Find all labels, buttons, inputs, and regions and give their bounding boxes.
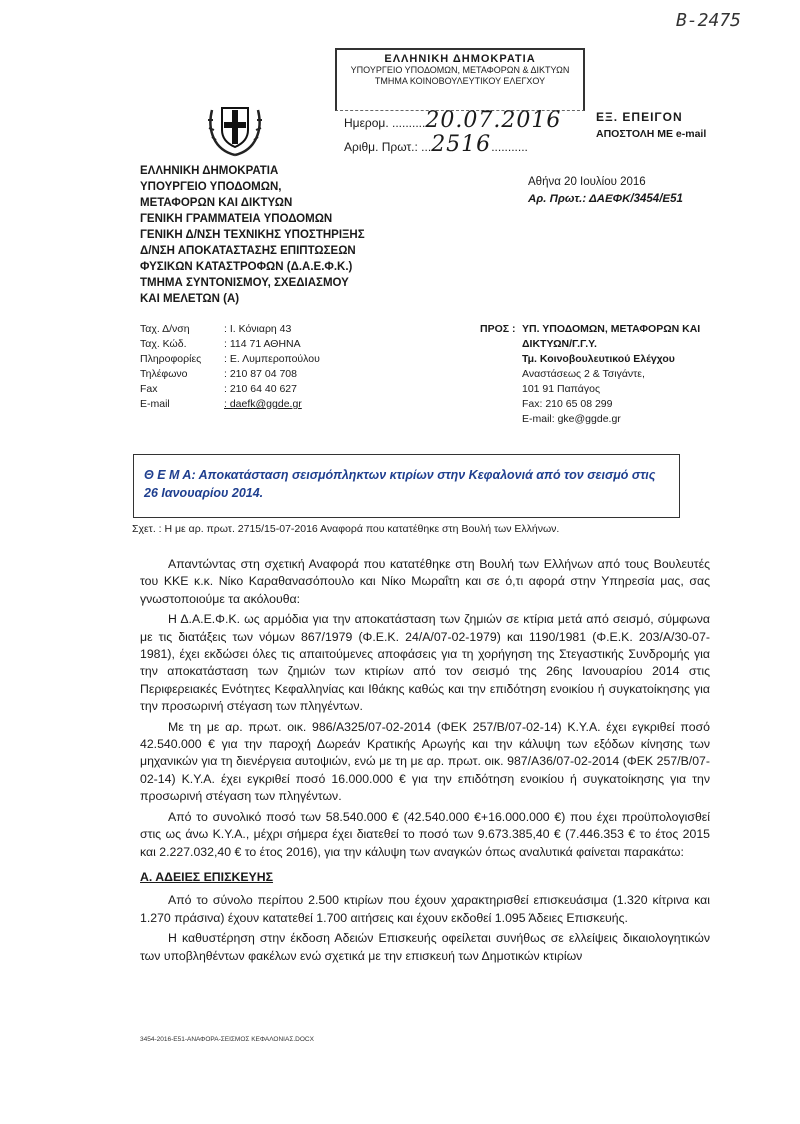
department-line: ΕΛΛΗΝΙΚΗ ΔΗΜΟΚΡΑΤΙΑ <box>140 165 279 177</box>
stamp-date-row <box>344 108 561 133</box>
recipient-line: 101 91 Παπάγος <box>522 383 601 395</box>
recipient-line: Αναστάσεως 2 & Τσιγάντε, <box>522 368 645 380</box>
contact-label: Πληροφορίες <box>140 353 202 365</box>
contact-row <box>140 352 320 367</box>
department-line: ΥΠΟΥΡΓΕΙΟ ΥΠΟΔΟΜΩΝ, <box>140 181 282 193</box>
urgency-label: ΕΞ. ΕΠΕΙΓΟΝ <box>596 110 683 124</box>
file-footer: 3454-2016-Ε51-ΑΝΑΦΟΡΑ-ΣΕΙΣΜΟΣ ΚΕΦΑΛΟΝΙΑΣ.DOCX <box>140 1036 314 1043</box>
handwritten-reference: Β-2475 <box>676 10 742 31</box>
body-paragraph: Με τη με αρ. πρωτ. οικ. 986/Α325/07-02-2014 (ΦΕΚ 257/Β/07-02-14) Κ.Υ.Α. έχει εγκριθεί ποσό 42.540.000 € για την παροχή Δωρεάν Κρατικής Αρωγής και την κάλυψη των εξόδων κίνησης των μηχανικών για τη διενέργεια αυτοψιών, ενώ με τη με αρ. πρωτ. οικ. 987/Α36/07-02-2014 (ΦΕΚ 257/Β/07-02-14) Κ.Υ.Α. έχει εγκριθεί ποσό 16.000.000 € για την επιδότηση ενοικίου ή συγκατοίκησης για την προσωρινή στέγαση των πληγέντων. <box>140 719 710 804</box>
contact-value: : Ε. Λυμπεροπούλου <box>224 353 320 365</box>
section-heading: Α. ΑΔΕΙΕΣ ΕΠΙΣΚΕΥΗΣ <box>140 869 274 884</box>
contact-block <box>140 322 320 412</box>
reference-line: Σχετ. : Η με αρ. πρωτ. 2715/15-07-2016 Αναφορά που κατατέθηκε στη Βουλή των Ελλήνων. <box>132 523 560 535</box>
contact-label: Fax <box>140 383 158 395</box>
contact-email-link[interactable]: : daefk@ggde.gr <box>224 398 302 410</box>
send-mode-label: ΑΠΟΣΤΟΛΗ ΜΕ e-mail <box>596 128 707 140</box>
contact-row <box>140 382 320 397</box>
department-line: Δ/ΝΣΗ ΑΠΟΚΑΤΑΣΤΑΣΗΣ ΕΠΙΠΤΩΣΕΩΝ <box>140 245 356 257</box>
recipient-line: ΔΙΚΤΥΩΝ/Γ.Γ.Υ. <box>522 338 597 350</box>
contact-value: : Ι. Κόνιαρη 43 <box>224 323 292 335</box>
body-paragraph: Από το σύνολο περίπου 2.500 κτιρίων που έχουν χαρακτηρισθεί επισκευάσιμα (1.320 κίτρινα και 1.270 πράσινα) έχουν κατατεθεί 1.700 αιτήσεις και έχουν εκδοθεί 1.095 Άδειες Επισκευής. <box>140 893 710 925</box>
department-line: ΓΕΝΙΚΗ ΓΡΑΜΜΑΤΕΙΑ ΥΠΟΔΟΜΩΝ <box>140 213 333 225</box>
letter-body <box>140 556 710 968</box>
department-line: ΚΑΙ ΜΕΛΕΤΩΝ (Α) <box>140 293 240 305</box>
stamp-date-label: Ημερομ. .......... <box>344 116 426 130</box>
body-paragraph: Απαντώντας στη σχετική Αναφορά που κατατέθηκε στη Βουλή των Ελλήνων από τους Βουλευτές του ΚΚΕ κ.κ. Νίκο Καραθανασόπουλο και Νίκο Μωραΐτη και σε ό,τι αφορά στην Υπηρεσία μας, σας γνωστοποιούμε τα ακόλουθα: <box>140 557 710 606</box>
recipient-label: ΠΡΟΣ : <box>480 323 516 335</box>
stamp-line-3: ΤΜΗΜΑ ΚΟΙΝΟΒΟΥΛΕΥΤΙΚΟΥ ΕΛΕΓΧΟΥ <box>374 76 546 86</box>
contact-label: Ταχ. Δ/νση <box>140 323 190 335</box>
contact-value: : 210 64 40 627 <box>224 383 297 395</box>
stamp-protocol-dots: ........... <box>491 140 528 154</box>
recipient-line: Τμ. Κοινοβουλευτικού Ελέγχου <box>522 353 675 365</box>
recipient-block <box>480 322 700 427</box>
recipient-line: ΥΠ. ΥΠΟΔΟΜΩΝ, ΜΕΤΑΦΟΡΩΝ ΚΑΙ <box>522 323 701 335</box>
contact-row <box>140 397 320 412</box>
department-line: ΦΥΣΙΚΩΝ ΚΑΤΑΣΤΡΟΦΩΝ (Δ.Α.Ε.Φ.Κ.) <box>140 261 353 273</box>
place-date: Αθήνα 20 Ιουλίου 2016 <box>528 176 646 188</box>
subject-text: Θ Ε Μ Α: Αποκατάσταση σεισμόπληκτων κτιρίων στην Κεφαλονιά από τον σεισμό στις 26 Ιανουαρίου 2014. <box>144 468 656 500</box>
stamp-protocol-value: 2516 <box>431 132 492 157</box>
greek-emblem <box>204 100 266 163</box>
contact-row <box>140 322 320 337</box>
recipient-email[interactable]: E-mail: gke@ggde.gr <box>522 413 621 425</box>
contact-label: E-mail <box>140 398 170 410</box>
department-line: ΤΜΗΜΑ ΣΥΝΤΟΝΙΣΜΟΥ, ΣΧΕΔΙΑΣΜΟΥ <box>140 277 349 289</box>
subject-box <box>133 454 680 518</box>
department-line: ΜΕΤΑΦΟΡΩΝ ΚΑΙ ΔΙΚΤΥΩΝ <box>140 197 293 209</box>
stamp-line-2: ΥΠΟΥΡΓΕΙΟ ΥΠΟΔΟΜΩΝ, ΜΕΤΑΦΟΡΩΝ & ΔΙΚΤΥΩΝ <box>350 65 570 75</box>
stamp-date-value: 20.07.2016 <box>425 108 562 133</box>
body-paragraph: Η Δ.Α.Ε.Φ.Κ. ως αρμόδια για την αποκατάσταση των ζημιών σε κτίρια μετά από σεισμό, σύμφωνα με τις διατάξεις των νόμων 867/1979 (Φ.Ε.Κ. 24/Α/07-02-1979) και 1190/1981 (Φ.Ε.Κ. 203/Α/30-07-1981), έχει εκδώσει όλες τις απαιτούμενες αποφάσεις για τη χορήγηση της Στεγαστικής Συνδρομής για την αποκατάσταση των ζημιών των κτιρίων από τον σεισμό της 26ης Ιανουαρίου 2014 στις Περιφερειακές Ενότητες Κεφαλληνίας και Ιθάκης καθώς και την επιδότηση ενοικίου ή συγκατοίκησης για την προσωρινή στέγαση των πληγέντων. <box>140 612 710 714</box>
body-paragraph: Από το συνολικό ποσό των 58.540.000 € (42.540.000 €+16.000.000 €) που έχει προϋπολογισθεί στις ως άνω Κ.Υ.Α., μέχρι σήμερα έχει διατεθεί το ποσό των 9.673.385,40 € (7.446.353 € το έτος 2015 και 2.227.032,40 € το έτος 2016), για την κάλυψη των αναγκών όπως αναλυτικά φαίνεται παρακάτω: <box>140 809 710 859</box>
contact-value: : 210 87 04 708 <box>224 368 297 380</box>
contact-label: Ταχ. Κώδ. <box>140 338 187 350</box>
stamp-protocol-label: Αριθμ. Πρωτ.: ... <box>344 140 432 154</box>
protocol-number: Αρ. Πρωτ.: ΔΑΕΦΚ/3454/Ε51 <box>528 193 683 205</box>
body-paragraph: Η καθυστέρηση στην έκδοση Αδειών Επισκευής οφείλεται συνήθως σε ελλείψεις δικαιολογητικών των υποβληθέντων φακέλων ενώ σχετικά με την επισκευή των Δημοτικών κτιρίων <box>140 931 710 963</box>
stamp-line-1: ΕΛΛΗΝΙΚΗ ΔΗΜΟΚΡΑΤΙΑ <box>384 53 536 65</box>
department-line: ΓΕΝΙΚΗ Δ/ΝΣΗ ΤΕΧΝΙΚΗΣ ΥΠΟΣΤΗΡΙΞΗΣ <box>140 229 365 241</box>
department-block <box>140 163 365 307</box>
stamp-protocol-row <box>344 132 528 157</box>
contact-row <box>140 337 320 352</box>
recipient-line: Fax: 210 65 08 299 <box>522 398 613 410</box>
contact-row <box>140 367 320 382</box>
contact-label: Τηλέφωνο <box>140 368 188 380</box>
contact-value: : 114 71 ΑΘΗΝΑ <box>224 338 301 350</box>
registration-stamp <box>335 48 585 111</box>
